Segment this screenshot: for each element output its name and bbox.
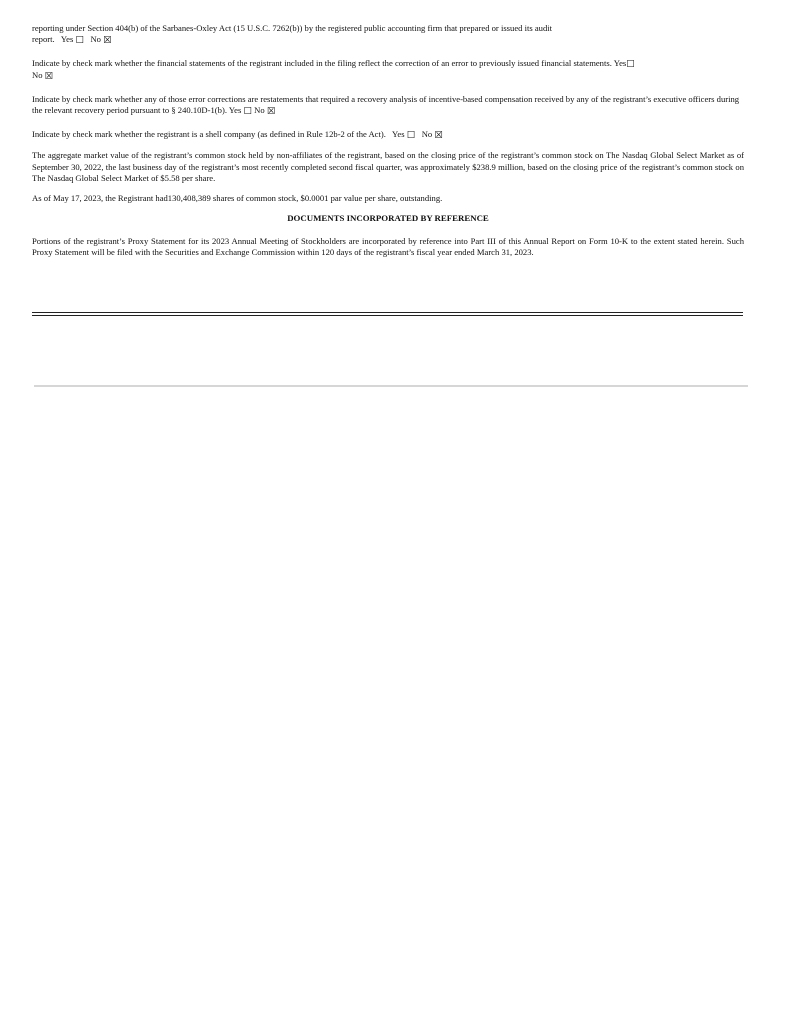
restatement-no-checkbox[interactable]: ☒ (266, 106, 276, 118)
auditor-attestation-no-checkbox[interactable]: ☒ (103, 35, 112, 47)
auditor-attestation-yes-label: Yes (60, 34, 74, 45)
restatement-text: Indicate by check mark whether any of those error corrections are restatements that required a recovery analysis of incentive-based compensation received by any of the registrant’s executive officers during the relevant recovery period pursuant to § 240.10D-1(b). (32, 93, 740, 116)
documents-incorporated-heading: DOCUMENTS INCORPORATED BY REFERENCE (287, 213, 489, 224)
shell-company-yes-checkbox[interactable]: ☐ (406, 130, 416, 142)
error-correction-paragraph (32, 58, 744, 80)
shell-company-paragraph (32, 129, 744, 140)
shares-outstanding-paragraph: As of May 17, 2023, the Registrant had130,408,389 shares of common stock, $0.0001 par value per share, outstanding. (32, 193, 443, 204)
auditor-attestation-line2 (32, 34, 744, 45)
error-correction-no-checkbox[interactable]: ☒ (44, 70, 54, 82)
auditor-attestation-no-label: No (90, 34, 101, 45)
proxy-statement-paragraph: Portions of the registrant’s Proxy Statement for its 2023 Annual Meeting of Stockholders are incorporated by reference into Part III of this Annual Report on Form 10-K to the extent stated herein. Such Proxy Statement will be filed with the Securities and Exchange Commission within 120 days of the registrant’s fiscal year ended March 31, 2023. (32, 236, 744, 258)
auditor-attestation-report-word: report. (32, 34, 55, 45)
market-value-paragraph: The aggregate market value of the registrant’s common stock held by non-affiliates of the registrant, based on the closing price of the registrant’s common stock on The Nasdaq Global Select Market as of September 30, 2022, the last business day of the registrant’s most recently completed second fiscal quarter, was approximately $238.9 million, based on the closing price of the registrant’s common stock on The Nasdaq Global Select Market of $5.58 per share. (32, 150, 744, 183)
error-correction-no-label: No (32, 69, 43, 80)
restatement-yes-label: Yes (228, 105, 242, 116)
shell-company-text: Indicate by check mark whether the registrant is a shell company (as defined in Rule 12b-2 of the Act). (32, 129, 386, 140)
restatement-no-label: No (254, 105, 265, 116)
error-correction-text: Indicate by check mark whether the financial statements of the registrant included in the filing reflect the correction of an error to previously issued financial statements. (32, 58, 612, 69)
document-page (32, 23, 744, 259)
restatement-yes-checkbox[interactable]: ☐ (243, 106, 253, 118)
error-correction-yes-checkbox[interactable]: ☐ (626, 59, 635, 71)
shell-company-no-checkbox[interactable]: ☒ (434, 130, 443, 142)
double-rule-divider (32, 312, 743, 316)
auditor-attestation-paragraph (32, 23, 744, 45)
error-correction-yes-label: Yes (613, 58, 627, 69)
restatement-paragraph (32, 94, 744, 116)
page-break-divider (34, 385, 748, 387)
shell-company-no-label: No (421, 129, 433, 140)
auditor-attestation-line1: reporting under Section 404(b) of the Sarbanes-Oxley Act (15 U.S.C. 7262(b)) by the registered public accounting firm that prepared or issued its audit (32, 23, 553, 33)
auditor-attestation-yes-checkbox[interactable]: ☐ (75, 35, 85, 47)
shell-company-yes-label: Yes (392, 129, 405, 140)
